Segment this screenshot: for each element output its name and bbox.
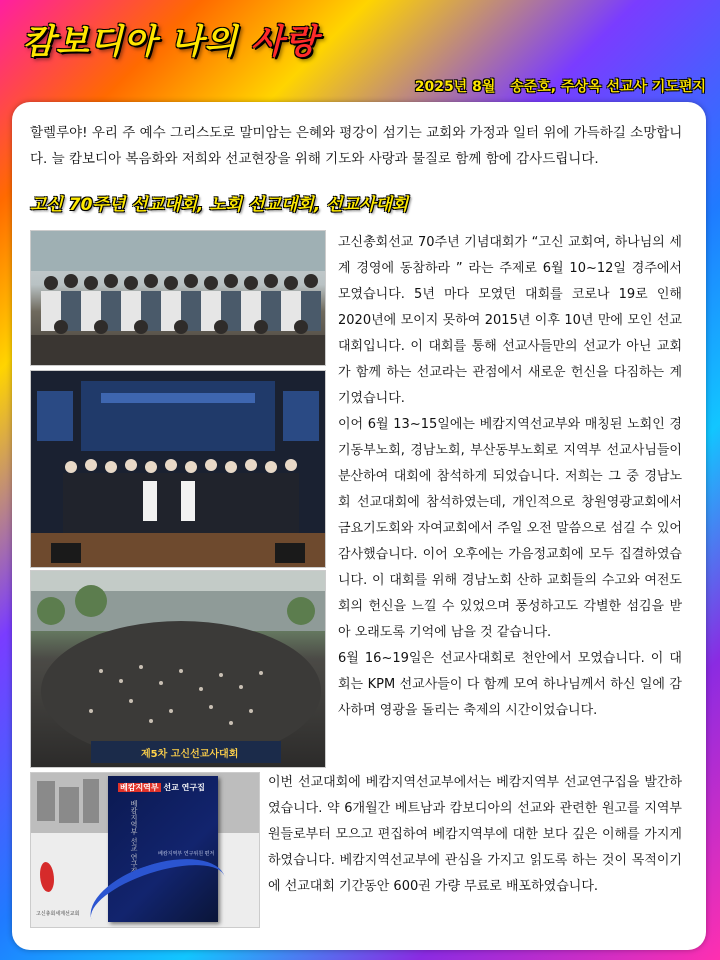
book-title	[118, 782, 205, 793]
book-paragraph: 이번 선교대회에 베캄지역선교부에서는 베캄지역부 선교연구집을 발간하였습니다. 약 6개월간 베트남과 캄보디아의 선교와 관련한 원고를 지역부원들로부터 모으고 편집하여 베캄지역부에 대한 보다 깊은 이해를 가지게 하였습니다. 베캄지역선교부에 관심을 가지고 읽도록 하는 것이 목적이기에 선교대회 기간동안 600권 가량 무료로 배포하였습니다.	[268, 775, 682, 894]
group-photo-2-illustration	[31, 371, 325, 567]
book-subtitle: 베캄지역부 연구위원 편저	[158, 851, 215, 857]
paragraph-2: 이어 6월 13~15일에는 베캄지역선교부와 매칭된 노회인 경기동부노회, 경남노회, 부산동부노회로 지역부 선교사님들이 분산하여 대회에 참석하게 되었습니다. 저희는 그 중 경남노회 선교대회에 참석하였는데, 개인적으로 창원영광교회에서 금요기도회와 자여교회에서 주일 오전 말씀으로 섬길 수 있어 감사했습니다. 이어 오후에는 가음정교회에 모두 집결하였습니다. 이 대회를 위해 경남노회 산하 교회들의 수고와 여전도회의 헌신을 느낄 수 있었으며 풍성하고도 각별한 섬김을 받아 오래도록 기억에 남을 것 같습니다.	[338, 417, 682, 640]
group-photo-2	[30, 370, 326, 568]
missionary-names: 송준호, 주상옥 선교사 기도편지	[510, 79, 706, 95]
newsletter-date: 2025년 8월	[414, 79, 496, 95]
conference-banner: 제5차 고신선교사대회	[141, 749, 239, 760]
research-book-cover	[108, 776, 218, 922]
publisher-logo: 고신총회세계선교회	[36, 911, 80, 917]
book-spine-text: 베캄지역부 선교 연구집	[130, 800, 138, 875]
title-highlight: 사랑	[250, 22, 319, 62]
intro-paragraph: 할렐루야! 우리 주 예수 그리스도로 말미암는 은혜와 평강이 섬기는 교회와 가정과 일터 위에 가득하길 소망합니다. 늘 캄보디아 복음화와 저희와 선교현장을 위해 기도와 사랑과 물질로 함께 함에 감사드립니다.	[30, 125, 683, 167]
article-body	[338, 230, 682, 724]
newsletter-subtitle	[415, 76, 706, 96]
book-title-highlight: 베캄지역부	[120, 783, 159, 792]
paragraph-1: 고신총회선교 70주년 기념대회가 “고신 교회여, 하나님의 세계 경영에 동참하라 ” 라는 주제로 6월 10~12일 경주에서 모였습니다. 5년 마다 모였던 대회를 코로나 19로 인해 2020년에 모이지 못하여 2015년 이후 10년 만에 모인 선교대회입니다. 이 대회를 통해 선교사들만의 선교가 아닌 교회가 함께 하는 선교라는 관점에서 새로운 헌신을 다짐하는 계기였습니다.	[338, 235, 682, 406]
group-photo-1	[30, 230, 326, 366]
group-photo-1-illustration	[31, 231, 325, 365]
title-main: 캄보디아 나의	[22, 22, 251, 62]
section-heading: 고신 70주년 선교대회, 노회 선교대회, 선교사대회	[30, 195, 409, 215]
book-title-rest: 선교 연구집	[160, 783, 205, 792]
newsletter-title	[22, 14, 318, 63]
group-photo-3	[30, 570, 326, 768]
group-photo-3-illustration	[31, 571, 325, 767]
paragraph-3: 6월 16~19일은 선교사대회로 천안에서 모였습니다. 이 대회는 KPM 선교사들이 다 함께 모여 하나님께서 하신 일에 감사하며 영광을 돌리는 축제의 시간이었습니다.	[338, 651, 682, 718]
